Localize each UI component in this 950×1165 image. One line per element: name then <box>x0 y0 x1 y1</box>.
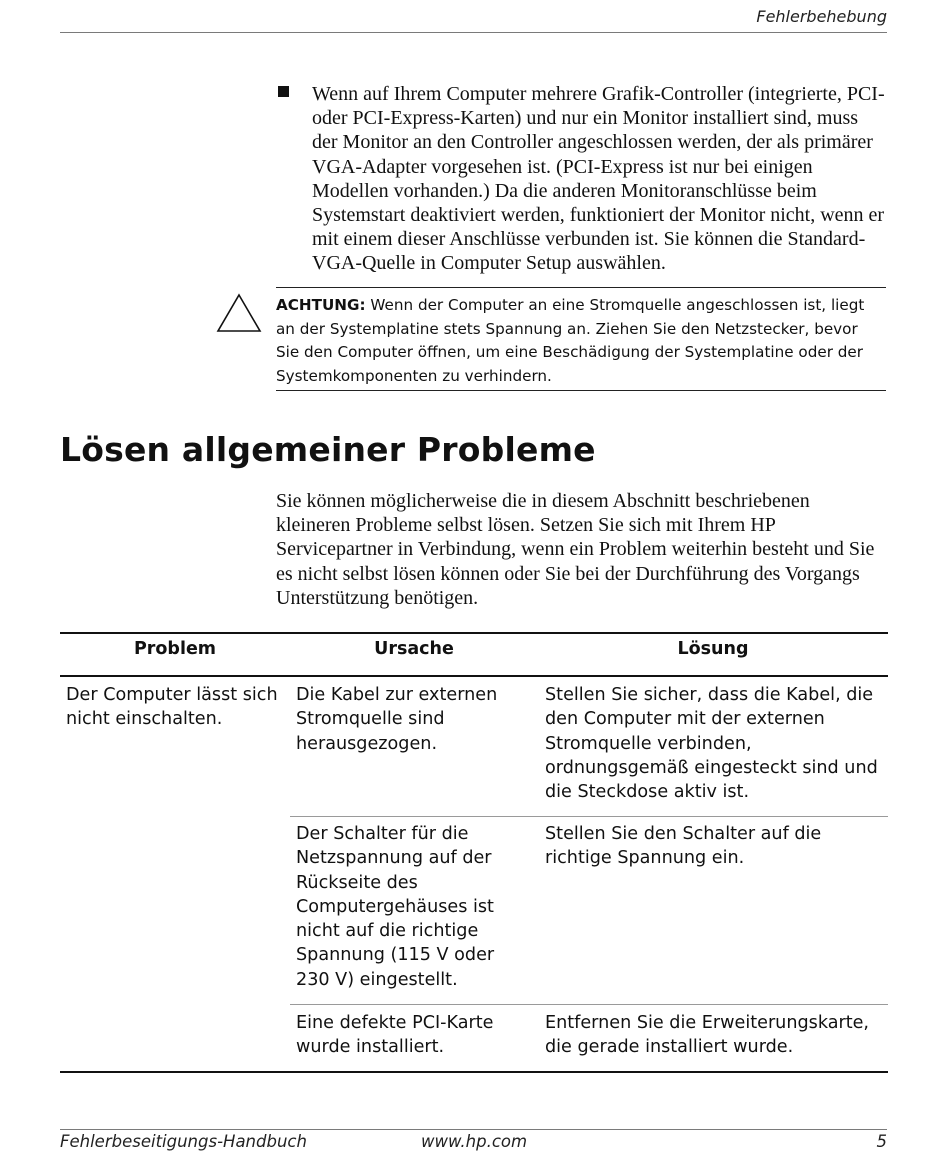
table-cell-cause: Die Kabel zur externen Stromquelle sind herausgezogen. <box>296 685 498 754</box>
table-cell-solution: Entfernen Sie die Erweiterungskarte, die gerade installiert wurde. <box>545 1013 870 1058</box>
caution-top-rule <box>276 287 886 288</box>
table-cell-cause: Eine defekte PCI-Karte wurde installiert. <box>296 1013 494 1058</box>
table-cell-solution: Stellen Sie sicher, dass die Kabel, die den Computer mit der externen Stromquelle verbinden, ordnungsgemäß eingesteckt sind und die Steckdose aktiv ist. <box>545 685 878 803</box>
table-header-rule <box>60 675 888 677</box>
caution-label: ACHTUNG: <box>276 296 366 314</box>
footer-divider <box>60 1129 887 1130</box>
header-divider <box>60 32 887 33</box>
bullet-text: Wenn auf Ihrem Computer mehrere Grafik-Controller (integrierte, PCI- oder PCI-Express-Karten) und nur ein Monitor installiert sind, muss der Monitor an den Controller angeschlossen werden, der als primärer VGA-Adapter vorgesehen ist. (PCI-Express ist nur bei einigen Modellen vorhanden.) Da die anderen Monitoranschlüsse beim Systemstart deaktiviert werden, funktioniert der Monitor nicht, wenn er mit einem dieser Anschlüsse verbunden ist. Sie können die Standard-VGA-Quelle in Computer Setup auswählen. <box>312 83 885 275</box>
table-row-divider <box>290 816 888 817</box>
caution-text: Wenn der Computer an eine Stromquelle angeschlossen ist, liegt an der Systemplatine stets Spannung an. Ziehen Sie den Netzstecker, bevor Sie den Computer öffnen, um eine Beschädigung der Systemplatine oder der Systemkomponenten zu verhindern. <box>276 296 865 385</box>
page-number: 5 <box>876 1132 887 1151</box>
column-header-solution: Lösung <box>677 639 749 659</box>
table-cell-solution: Stellen Sie den Schalter auf die richtige Spannung ein. <box>545 824 822 869</box>
warning-triangle-icon <box>216 293 262 333</box>
section-intro: Sie können möglicherweise die in diesem Abschnitt beschriebenen kleineren Probleme selbst lösen. Setzen Sie sich mit Ihrem HP Servicepartner in Verbindung, wenn ein Problem weiterhin besteht und Sie es nicht selbst lösen können oder Sie bei der Durchführung des Vorgangs Unterstützung benötigen. <box>276 490 875 609</box>
footer-manual-title: Fehlerbeseitigungs-Handbuch <box>60 1132 307 1151</box>
caution-bottom-rule <box>276 390 886 391</box>
table-cell-problem: Der Computer lässt sich nicht einschalten. <box>66 685 278 730</box>
column-header-cause: Ursache <box>374 639 454 659</box>
table-bottom-rule <box>60 1071 888 1073</box>
footer-url: www.hp.com <box>421 1132 528 1151</box>
running-header: Fehlerbehebung <box>756 7 887 26</box>
column-header-problem: Problem <box>133 639 217 659</box>
section-heading: Lösen allgemeiner Probleme <box>60 430 596 469</box>
caution-note <box>276 294 866 388</box>
table-row-divider <box>290 1004 888 1005</box>
table-cell-cause: Der Schalter für die Netzspannung auf der Rückseite des Computergehäuses ist nicht auf die richtige Spannung (115 V oder 230 V) eingestellt. <box>296 824 495 990</box>
table-top-rule <box>60 632 888 634</box>
square-bullet-icon <box>278 86 289 97</box>
